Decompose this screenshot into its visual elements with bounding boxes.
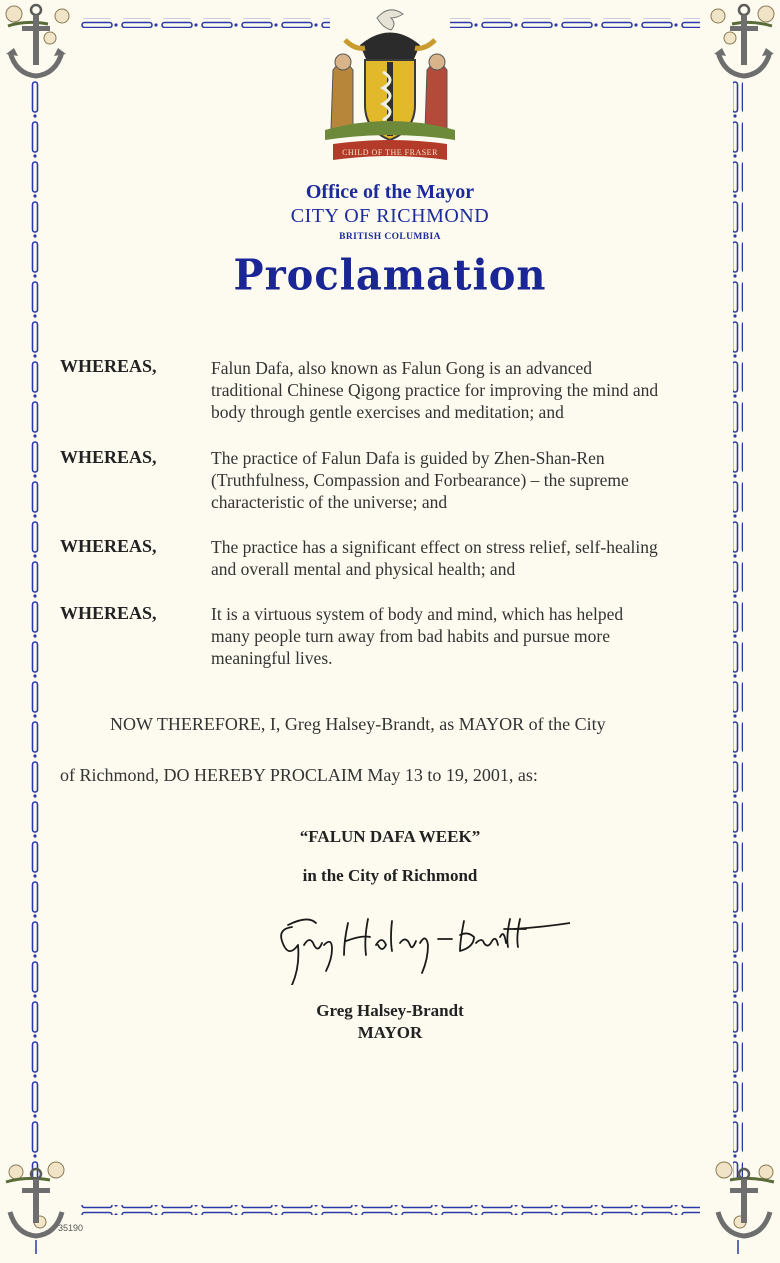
clause-line: meaningful lives. bbox=[211, 648, 333, 668]
clause-line: The practice of Falun Dafa is guided by Zhen-Shan-Ren bbox=[211, 448, 605, 468]
clause-line: characteristic of the universe; and bbox=[211, 492, 448, 512]
whereas-label-3: WHEREAS, bbox=[60, 536, 157, 556]
clause-line: many people turn away from bad habits and pursue more bbox=[211, 626, 610, 646]
clause-line: The practice has a significant effect on stress relief, self-healing bbox=[211, 537, 658, 557]
proclaim-line-1: NOW THEREFORE, I, Greg Halsey-Brandt, as MAYOR of the City bbox=[110, 714, 606, 734]
clause-line: Falun Dafa, also known as Falun Gong is an advanced bbox=[211, 358, 593, 378]
whereas-clause-2 bbox=[211, 447, 731, 513]
clause-line: traditional Chinese Qigong practice for improving the mind and bbox=[211, 380, 659, 400]
whereas-clause-3 bbox=[211, 536, 731, 580]
anchor-corner-bottom-right bbox=[700, 1158, 780, 1243]
city-crest-emblem bbox=[315, 0, 465, 170]
whereas-label-4: WHEREAS, bbox=[60, 603, 157, 623]
clause-line: It is a virtuous system of body and mind, which has helped bbox=[211, 604, 624, 624]
document-number: 35190 bbox=[58, 1223, 84, 1233]
clause-line: (Truthfulness, Compassion and Forbearance) – the supreme bbox=[211, 470, 629, 490]
whereas-clause-1 bbox=[211, 357, 731, 423]
whereas-label-2: WHEREAS, bbox=[60, 447, 157, 467]
anchor-corner-top-right bbox=[700, 0, 780, 85]
province-heading: BRITISH COLUMBIA bbox=[339, 232, 441, 242]
signatory-name: Greg Halsey-Brandt bbox=[316, 1001, 464, 1020]
city-heading: CITY OF RICHMOND bbox=[290, 205, 490, 227]
office-heading: Office of the Mayor bbox=[305, 181, 475, 203]
mayor-signature bbox=[270, 905, 570, 985]
event-name: “FALUN DAFA WEEK” bbox=[299, 827, 481, 846]
anchor-corner-top-left bbox=[0, 0, 80, 85]
whereas-clause-4 bbox=[211, 603, 731, 669]
clause-line: body through gentle exercises and meditation; and bbox=[211, 402, 564, 422]
document-title: Proclamation bbox=[233, 250, 547, 301]
event-place: in the City of Richmond bbox=[302, 866, 478, 885]
clause-line: and overall mental and physical health; and bbox=[211, 559, 516, 579]
signatory-title: MAYOR bbox=[357, 1023, 423, 1042]
whereas-label-1: WHEREAS, bbox=[60, 356, 157, 376]
proclaim-line-2: of Richmond, DO HEREBY PROCLAIM May 13 to 19, 2001, as: bbox=[60, 765, 538, 785]
crest-motto: CHILD OF THE FRASER bbox=[342, 148, 438, 157]
